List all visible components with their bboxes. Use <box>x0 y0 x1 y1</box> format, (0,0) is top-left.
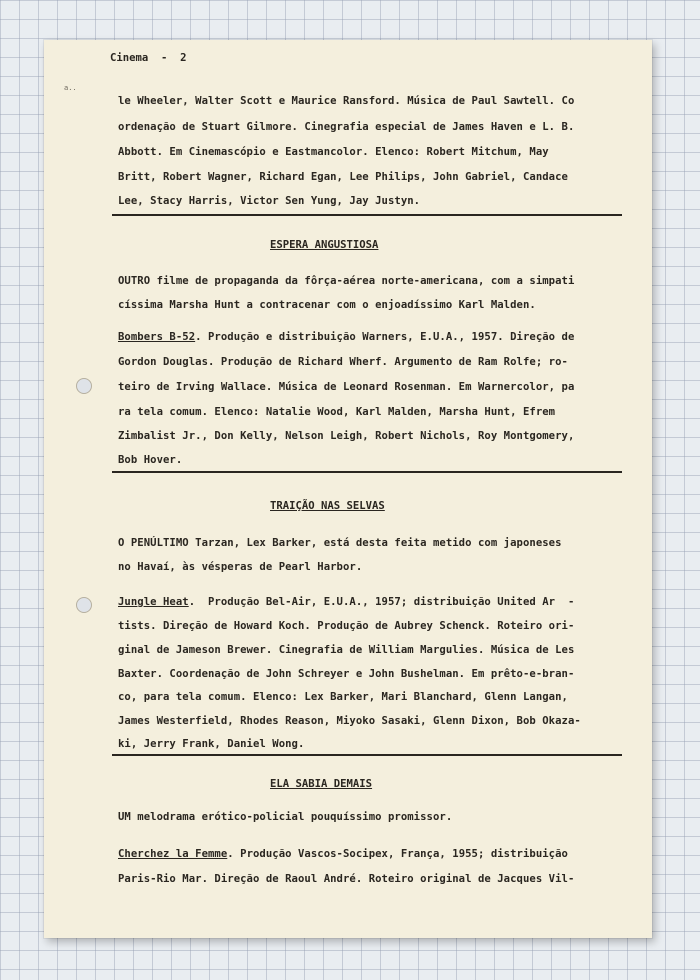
film-title: Bombers B-52 <box>118 331 196 343</box>
credits-first-line: Jungle Heat. Produção Bel-Air, E.U.A., 1957; distribuição United Ar - <box>118 596 575 608</box>
text-line: Britt, Robert Wagner, Richard Egan, Lee Philips, John Gabriel, Candace <box>118 171 568 183</box>
section-divider <box>112 214 622 216</box>
film-title: Cherchez la Femme <box>118 848 228 860</box>
text-line: císsima Marsha Hunt a contracenar com o enjoadíssimo Karl Malden. <box>118 299 536 311</box>
page-header: Cinema - 2 <box>110 52 187 64</box>
text-line: UM melodrama erótico-policial pouquíssimo promissor. <box>118 811 453 823</box>
text-line: ki, Jerry Frank, Daniel Wong. <box>118 738 305 750</box>
section-title: ESPERA ANGUSTIOSA <box>270 239 379 251</box>
typewritten-page <box>44 40 652 938</box>
text-line: Zimbalist Jr., Don Kelly, Nelson Leigh, Robert Nichols, Roy Montgomery, <box>118 430 575 442</box>
text-line: ginal de Jameson Brewer. Cinegrafia de William Margulies. Música de Les <box>118 644 575 656</box>
text-line: teiro de Irving Wallace. Música de Leonard Rosenman. Em Warnercolor, pa <box>118 381 575 393</box>
text-line: Gordon Douglas. Produção de Richard Wherf. Argumento de Ram Rolfe; ro- <box>118 356 568 368</box>
text-line: O PENÚLTIMO Tarzan, Lex Barker, está desta feita metido com japoneses <box>118 537 562 549</box>
text-line: Lee, Stacy Harris, Victor Sen Yung, Jay Justyn. <box>118 195 421 207</box>
text-line: Bob Hover. <box>118 454 183 466</box>
text-line: ordenação de Stuart Gilmore. Cinegrafia especial de James Haven e L. B. <box>118 121 575 133</box>
text-line: no Havaí, às vésperas de Pearl Harbor. <box>118 561 363 573</box>
text-line: Paris-Rio Mar. Direção de Raoul André. Roteiro original de Jacques Vil- <box>118 873 575 885</box>
text-line: Abbott. Em Cinemascópio e Eastmancolor. Elenco: Robert Mitchum, May <box>118 146 549 158</box>
text-line: le Wheeler, Walter Scott e Maurice Ransford. Música de Paul Sawtell. Co <box>118 95 575 107</box>
text-line: ra tela comum. Elenco: Natalie Wood, Karl Malden, Marsha Hunt, Efrem <box>118 406 556 418</box>
text-line: Baxter. Coordenação de John Schreyer e John Bushelman. Em prêto-e-bran- <box>118 668 575 680</box>
section-divider <box>112 754 622 756</box>
credits-first-line: Bombers B-52. Produção e distribuição Warners, E.U.A., 1957. Direção de <box>118 331 575 343</box>
credits-first-line: Cherchez la Femme. Produção Vascos-Socipex, França, 1955; distribuição <box>118 848 568 860</box>
text-line: James Westerfield, Rhodes Reason, Miyoko Sasaki, Glenn Dixon, Bob Okaza- <box>118 715 581 727</box>
punch-hole-top <box>76 378 92 394</box>
section-divider <box>112 471 622 473</box>
text-line: co, para tela comum. Elenco: Lex Barker, Mari Blanchard, Glenn Langan, <box>118 691 568 703</box>
text-line: OUTRO filme de propaganda da fôrça-aérea norte-americana, com a simpati <box>118 275 575 287</box>
section-title: ELA SABIA DEMAIS <box>270 778 373 790</box>
margin-mark: a.. <box>64 84 77 92</box>
film-title: Jungle Heat <box>118 596 189 608</box>
text-line: tists. Direção de Howard Koch. Produção de Aubrey Schenck. Roteiro ori- <box>118 620 575 632</box>
punch-hole-bottom <box>76 597 92 613</box>
section-title: TRAIÇÃO NAS SELVAS <box>270 500 385 512</box>
